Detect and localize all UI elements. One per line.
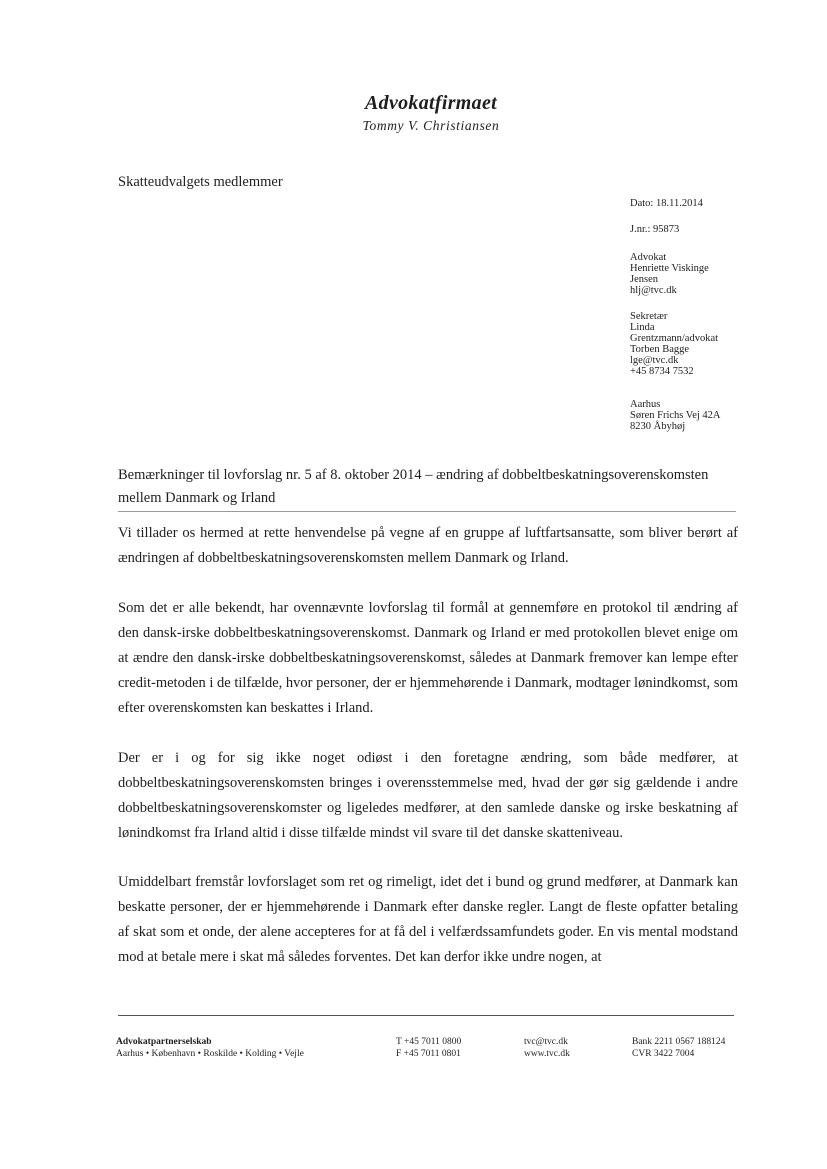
letter-subject: Bemærkninger til lovforslag nr. 5 af 8. oktober 2014 – ændring af dobbeltbeskatningsoverenskomsten mellem Danmark og Irland xyxy=(118,467,709,506)
footer-cvr: CVR 3422 7004 xyxy=(632,1049,695,1059)
firm-name: Advokatfirmaet xyxy=(365,92,497,114)
secretary-line-2: Grentzmann/advokat xyxy=(630,333,719,344)
secretary-line-1: Linda xyxy=(630,322,655,333)
sidebar-journal-block xyxy=(630,224,679,235)
footer-bank: Bank 2211 0567 188124 xyxy=(632,1037,726,1047)
secretary-line-3: Torben Bagge xyxy=(630,344,690,355)
footer-bank-block xyxy=(632,1036,725,1060)
footer-web-block xyxy=(524,1036,570,1060)
sidebar-office-block xyxy=(630,399,721,432)
footer-divider xyxy=(118,1015,734,1016)
lawyer-email: hlj@tvc.dk xyxy=(630,285,677,296)
sidebar-date-block xyxy=(630,198,703,209)
letter-date: Dato: 18.11.2014 xyxy=(630,198,703,209)
recipient: Skatteudvalgets medlemmer xyxy=(118,174,283,190)
lawyer-name-line-2: Jensen xyxy=(630,274,658,285)
footer-phone: T +45 7011 0800 xyxy=(396,1037,462,1047)
lawyer-name-line-1: Henriette Viskinge xyxy=(630,263,709,274)
body-paragraph: Vi tillader os hermed at rette henvendelse på vegne af en gruppe af luftfartsansatte, som bliver berørt af ændringen af dobbeltbeskatningsoverenskomsten mellem Danmark og Irland. xyxy=(118,525,738,566)
body-paragraph: Der er i og for sig ikke noget odiøst i den foretagne ændring, som både medfører, at dobbeltbeskatningsoverenskomsten bringes i overensstemmelse med, hvad der gør sig gældende i andre dobbeltbeskatningsoverenskomster og ligeledes medfører, at den samlede danske og irske beskatning af lønindkomst fra Irland altid i disse tilfælde mindst vil svare til det danske skatteniveau. xyxy=(118,750,738,841)
body-paragraph: Som det er alle bekendt, har ovennævnte lovforslag til formål at gennemføre en protokol til ændring af den dansk-irske dobbeltbeskatningsoverenskomst. Danmark og Irland er med protokollen blevet enige om at ændre den dansk-irske dobbeltbeskatningsoverenskomst, således at Danmark fremover kan lempe efter credit-metoden i de tilfælde, hvor personer, der er hjemmehørende i Danmark, modtager lønindkomst, som efter overenskomsten kan beskattes i Irland. xyxy=(118,600,738,716)
footer-company: Advokatpartnerselskab xyxy=(116,1037,212,1047)
secretary-email: lge@tvc.dk xyxy=(630,355,679,366)
firm-person: Tommy V. Christiansen xyxy=(362,118,500,133)
sidebar-lawyer-block xyxy=(630,252,709,296)
secretary-phone: +45 8734 7532 xyxy=(630,366,694,377)
secretary-title: Sekretær xyxy=(630,311,668,322)
office-postal: 8230 Åbyhøj xyxy=(630,421,686,432)
office-city: Aarhus xyxy=(630,399,661,410)
footer-web: www.tvc.dk xyxy=(524,1049,570,1059)
footer-cities: Aarhus • København • Roskilde • Kolding • Vejle xyxy=(116,1049,304,1059)
subject-divider xyxy=(118,511,736,512)
footer-email: tvc@tvc.dk xyxy=(524,1037,568,1047)
footer-company-block xyxy=(116,1036,304,1060)
office-street: Søren Frichs Vej 42A xyxy=(630,410,721,421)
footer-fax: F +45 7011 0801 xyxy=(396,1049,461,1059)
sidebar-secretary-block xyxy=(630,311,718,377)
journal-number: J.nr.: 95873 xyxy=(630,224,680,235)
lawyer-title: Advokat xyxy=(630,252,667,263)
footer-phone-block xyxy=(396,1036,461,1060)
body-paragraph: Umiddelbart fremstår lovforslaget som ret og rimeligt, idet det i bund og grund medfører, at Danmark kan beskatte personer, der er hjemmehørende i Danmark efter danske regler. Langt de fleste opfatter betaling af skat som et onde, der alene accepteres for at få del i velfærdssamfundets goder. En vis mental modstand mod at betale mere i skat må således forventes. Det kan derfor ikke undre nogen, at xyxy=(118,874,738,965)
